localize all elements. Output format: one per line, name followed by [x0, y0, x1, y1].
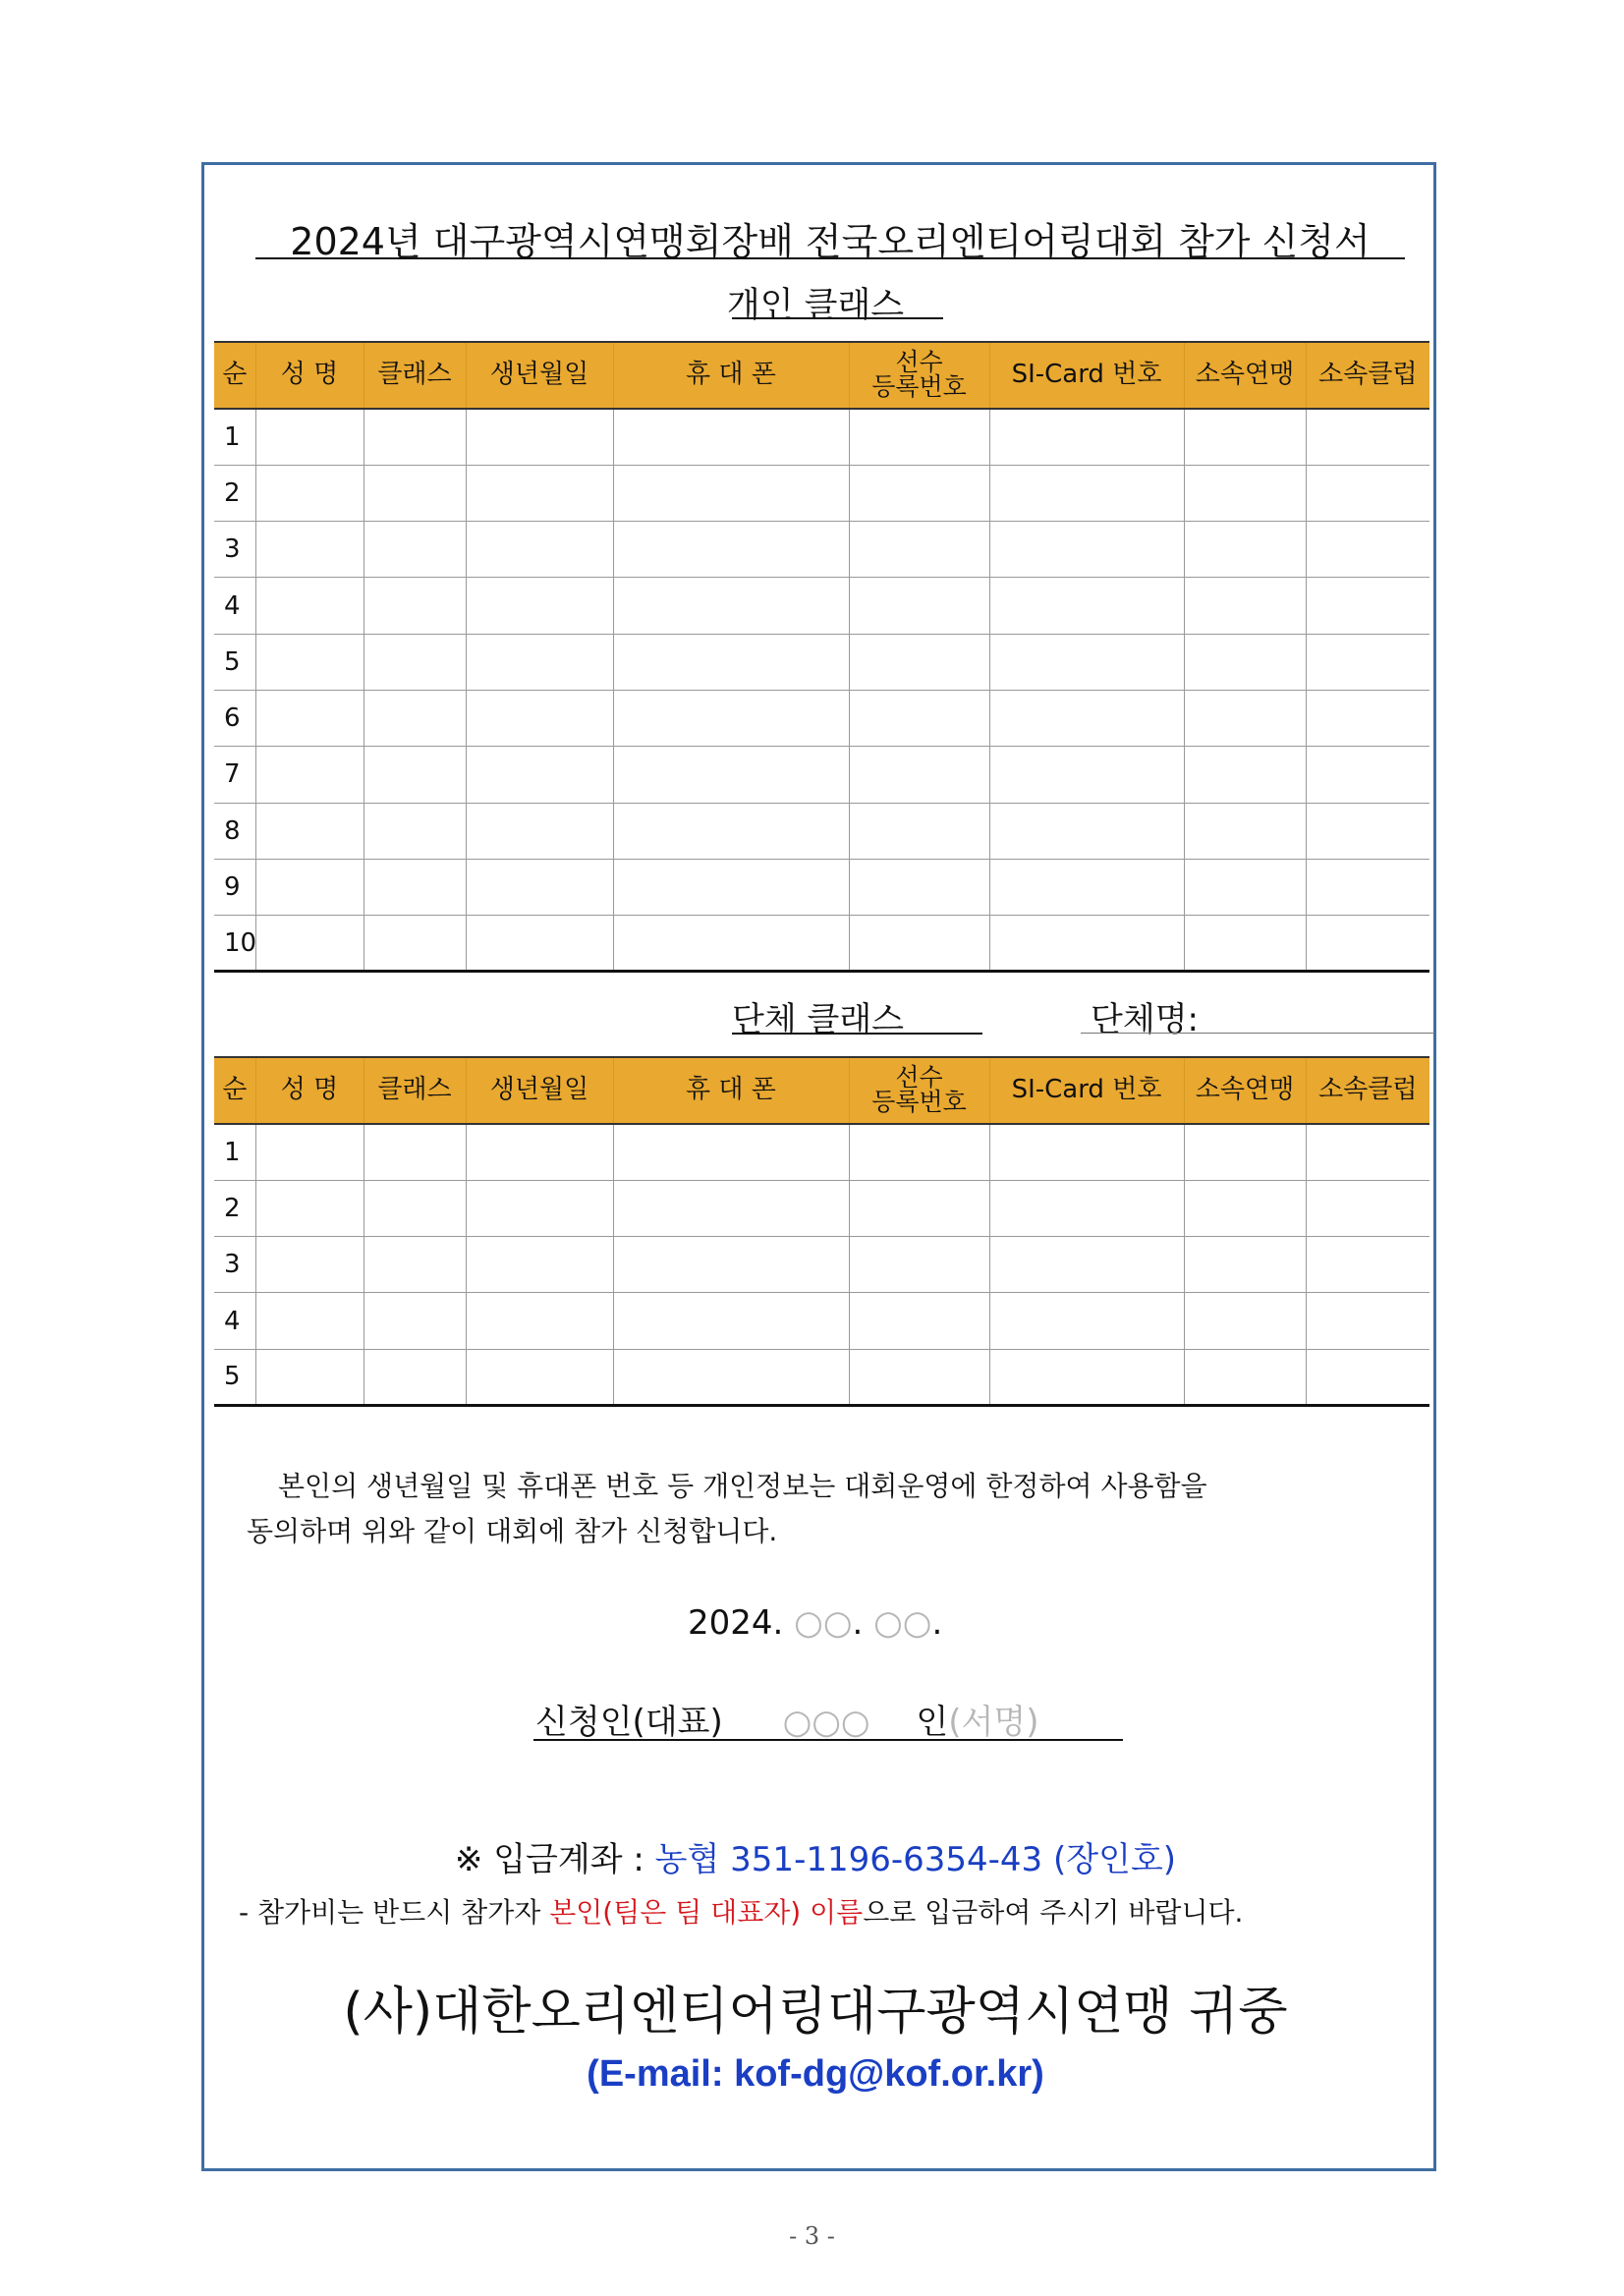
team-class-label: 단체 클래스: [732, 1000, 905, 1039]
payment-note: [239, 1891, 1418, 1931]
class-cell[interactable]: [364, 409, 466, 465]
class-cell[interactable]: [364, 916, 466, 972]
title-underline: [255, 257, 1405, 259]
federation-cell[interactable]: [1184, 803, 1306, 859]
birth-cell[interactable]: [466, 916, 613, 972]
birth-cell[interactable]: [466, 522, 613, 578]
sicard-cell[interactable]: [989, 690, 1184, 746]
federation-cell[interactable]: [1184, 859, 1306, 915]
club-cell[interactable]: [1306, 578, 1429, 634]
federation-cell[interactable]: [1184, 1349, 1306, 1405]
table-row: [214, 1349, 1429, 1405]
sicard-cell[interactable]: [989, 747, 1184, 803]
registration-cell[interactable]: [849, 859, 989, 915]
class-cell[interactable]: [364, 465, 466, 521]
table-row: [214, 409, 1429, 465]
row-number: 7: [214, 747, 255, 803]
form-title: 2024년 대구광역시연맹회장배 전국오리엔티어링대회 참가 신청서: [290, 220, 1371, 263]
row-number: 1: [214, 409, 255, 465]
team-class-underline: [732, 1033, 982, 1035]
club-cell[interactable]: [1306, 634, 1429, 690]
consent-line-2: 동의하며 위와 같이 대회에 참가 신청합니다.: [247, 1515, 778, 1547]
table-row: [214, 578, 1429, 634]
page-number: - 3 -: [789, 2222, 835, 2250]
date-day: ○○: [873, 1603, 932, 1643]
birth-cell[interactable]: [466, 1180, 613, 1236]
sicard-cell[interactable]: [989, 916, 1184, 972]
consent-line-1: 본인의 생년월일 및 휴대폰 번호 등 개인정보는 대회운영에 한정하여 사용함을: [278, 1470, 1207, 1502]
row-number: 4: [214, 578, 255, 634]
sicard-cell[interactable]: [989, 859, 1184, 915]
birth-cell[interactable]: [466, 1237, 613, 1293]
individual-entry-table: [214, 341, 1429, 973]
sicard-cell[interactable]: [989, 1349, 1184, 1405]
phone-cell[interactable]: [613, 1124, 849, 1180]
federation-cell[interactable]: [1184, 1124, 1306, 1180]
table-row: [214, 522, 1429, 578]
club-cell[interactable]: [1306, 522, 1429, 578]
registration-cell[interactable]: [849, 1124, 989, 1180]
birth-cell[interactable]: [466, 634, 613, 690]
federation-cell[interactable]: [1184, 690, 1306, 746]
federation-cell[interactable]: [1184, 634, 1306, 690]
col-header-reg-bottom: 등록번호: [871, 1087, 967, 1116]
team-entry-table: [214, 1056, 1429, 1407]
row-number: 10: [214, 916, 255, 972]
sicard-cell[interactable]: [989, 1124, 1184, 1180]
col-header-club: 소속클럽: [1306, 1057, 1429, 1124]
row-number: 5: [214, 1349, 255, 1405]
row-number: 2: [214, 1180, 255, 1236]
club-cell[interactable]: [1306, 803, 1429, 859]
registration-cell[interactable]: [849, 1349, 989, 1405]
team-table-body: [214, 1124, 1429, 1405]
name-cell[interactable]: [255, 1124, 364, 1180]
phone-cell[interactable]: [613, 409, 849, 465]
col-header-federation: 소속연맹: [1184, 342, 1306, 409]
class-cell[interactable]: [364, 803, 466, 859]
registration-cell[interactable]: [849, 465, 989, 521]
individual-class-underline: [732, 317, 943, 319]
individual-class-label: 개인 클래스: [726, 286, 905, 325]
class-cell[interactable]: [364, 1293, 466, 1349]
row-number: 8: [214, 803, 255, 859]
club-cell[interactable]: [1306, 916, 1429, 972]
name-cell[interactable]: [255, 747, 364, 803]
table-row: [214, 803, 1429, 859]
registration-cell[interactable]: [849, 522, 989, 578]
federation-cell[interactable]: [1184, 465, 1306, 521]
class-cell[interactable]: [364, 1124, 466, 1180]
col-header-no: 순: [214, 1057, 255, 1124]
club-cell[interactable]: [1306, 747, 1429, 803]
club-cell[interactable]: [1306, 1349, 1429, 1405]
birth-cell[interactable]: [466, 1293, 613, 1349]
table-header-row: [214, 1057, 1429, 1124]
phone-cell[interactable]: [613, 1237, 849, 1293]
class-cell[interactable]: [364, 634, 466, 690]
table-row: [214, 747, 1429, 803]
phone-cell[interactable]: [613, 1349, 849, 1405]
federation-cell[interactable]: [1184, 522, 1306, 578]
row-number: 1: [214, 1124, 255, 1180]
federation-cell[interactable]: [1184, 1180, 1306, 1236]
sicard-cell[interactable]: [989, 578, 1184, 634]
col-header-phone: 휴 대 폰: [613, 342, 849, 409]
table-row: [214, 634, 1429, 690]
team-name-label: 단체명:: [1091, 1000, 1199, 1039]
registration-cell[interactable]: [849, 634, 989, 690]
federation-cell[interactable]: [1184, 747, 1306, 803]
name-cell[interactable]: [255, 634, 364, 690]
row-number: 3: [214, 1237, 255, 1293]
individual-table-body: [214, 409, 1429, 972]
row-number: 2: [214, 465, 255, 521]
club-cell[interactable]: [1306, 1237, 1429, 1293]
name-cell[interactable]: [255, 465, 364, 521]
club-cell[interactable]: [1306, 1124, 1429, 1180]
row-number: 9: [214, 859, 255, 915]
phone-cell[interactable]: [613, 747, 849, 803]
name-cell[interactable]: [255, 578, 364, 634]
name-cell[interactable]: [255, 859, 364, 915]
registration-cell[interactable]: [849, 1180, 989, 1236]
col-header-birth: 생년월일: [466, 342, 613, 409]
sicard-cell[interactable]: [989, 465, 1184, 521]
table-row: [214, 859, 1429, 915]
class-cell[interactable]: [364, 1349, 466, 1405]
bank-account-line: [236, 1832, 1395, 1880]
sicard-cell[interactable]: [989, 1293, 1184, 1349]
table-row: [214, 1124, 1429, 1180]
birth-cell[interactable]: [466, 578, 613, 634]
name-cell[interactable]: [255, 1237, 364, 1293]
note-prefix: - 참가비는 반드시 참가자: [239, 1896, 550, 1929]
club-cell[interactable]: [1306, 1180, 1429, 1236]
account-label: ※ 입금계좌 :: [454, 1840, 644, 1879]
class-cell[interactable]: [364, 747, 466, 803]
team-name-field-line[interactable]: [1081, 1033, 1434, 1034]
name-cell[interactable]: [255, 1180, 364, 1236]
phone-cell[interactable]: [613, 1293, 849, 1349]
recipient-organization: (사)대한오리엔티어링대구광역시연맹 귀중: [343, 1983, 1288, 2042]
sicard-cell[interactable]: [989, 522, 1184, 578]
phone-cell[interactable]: [613, 690, 849, 746]
account-number: 농협 351-1196-6354-43 (장인호): [654, 1840, 1177, 1879]
sicard-cell[interactable]: [989, 634, 1184, 690]
registration-cell[interactable]: [849, 409, 989, 465]
birth-cell[interactable]: [466, 409, 613, 465]
signature-underline: [533, 1739, 1123, 1741]
class-cell[interactable]: [364, 690, 466, 746]
registration-cell[interactable]: [849, 803, 989, 859]
phone-cell[interactable]: [613, 634, 849, 690]
sicard-cell[interactable]: [989, 803, 1184, 859]
col-header-sicard: SI-Card 번호: [989, 1057, 1184, 1124]
sicard-cell[interactable]: [989, 1237, 1184, 1293]
club-cell[interactable]: [1306, 1293, 1429, 1349]
class-cell[interactable]: [364, 522, 466, 578]
phone-cell[interactable]: [613, 522, 849, 578]
date-end: .: [931, 1603, 943, 1643]
col-header-class: 클래스: [364, 1057, 466, 1124]
col-header-reg-top: 선수: [895, 347, 943, 376]
col-header-reg-top: 선수: [895, 1062, 943, 1092]
phone-cell[interactable]: [613, 859, 849, 915]
col-header-registration: [849, 1057, 989, 1124]
federation-cell[interactable]: [1184, 916, 1306, 972]
consent-text: [241, 1464, 1400, 1554]
sicard-cell[interactable]: [989, 1180, 1184, 1236]
col-header-name: 성 명: [255, 342, 364, 409]
date-month: ○○: [794, 1603, 853, 1643]
col-header-registration: [849, 342, 989, 409]
name-cell[interactable]: [255, 690, 364, 746]
birth-cell[interactable]: [466, 747, 613, 803]
birth-cell[interactable]: [466, 1124, 613, 1180]
class-cell[interactable]: [364, 1180, 466, 1236]
note-suffix: 으로 입금하여 주시기 바랍니다.: [863, 1896, 1244, 1929]
class-cell[interactable]: [364, 1237, 466, 1293]
registration-cell[interactable]: [849, 747, 989, 803]
birth-cell[interactable]: [466, 859, 613, 915]
name-cell[interactable]: [255, 409, 364, 465]
club-cell[interactable]: [1306, 859, 1429, 915]
federation-cell[interactable]: [1184, 578, 1306, 634]
federation-cell[interactable]: [1184, 1293, 1306, 1349]
sicard-cell[interactable]: [989, 409, 1184, 465]
table-row: [214, 1180, 1429, 1236]
col-header-class: 클래스: [364, 342, 466, 409]
birth-cell[interactable]: [466, 465, 613, 521]
col-header-reg-bottom: 등록번호: [871, 371, 967, 401]
class-cell[interactable]: [364, 859, 466, 915]
col-header-name: 성 명: [255, 1057, 364, 1124]
col-header-no: 순: [214, 342, 255, 409]
name-cell[interactable]: [255, 916, 364, 972]
phone-cell[interactable]: [613, 916, 849, 972]
col-header-sicard: SI-Card 번호: [989, 342, 1184, 409]
phone-cell[interactable]: [613, 1180, 849, 1236]
applicant-name-placeholder: ○○○: [782, 1703, 870, 1742]
row-number: 5: [214, 634, 255, 690]
row-number: 3: [214, 522, 255, 578]
date-year: 2024.: [688, 1603, 784, 1643]
signature-row: [535, 1695, 1125, 1743]
class-cell[interactable]: [364, 578, 466, 634]
registration-cell[interactable]: [849, 578, 989, 634]
club-cell[interactable]: [1306, 465, 1429, 521]
application-date: [688, 1603, 942, 1643]
registration-cell[interactable]: [849, 690, 989, 746]
federation-cell[interactable]: [1184, 1237, 1306, 1293]
table-row: [214, 465, 1429, 521]
phone-cell[interactable]: [613, 465, 849, 521]
birth-cell[interactable]: [466, 1349, 613, 1405]
table-row: [214, 916, 1429, 972]
name-cell[interactable]: [255, 803, 364, 859]
col-header-federation: 소속연맹: [1184, 1057, 1306, 1124]
table-row: [214, 690, 1429, 746]
seal-label: 인: [916, 1703, 949, 1742]
col-header-phone: 휴 대 폰: [613, 1057, 849, 1124]
row-number: 6: [214, 690, 255, 746]
date-sep: .: [852, 1603, 864, 1643]
federation-cell[interactable]: [1184, 409, 1306, 465]
col-header-birth: 생년월일: [466, 1057, 613, 1124]
name-cell[interactable]: [255, 522, 364, 578]
table-row: [214, 1237, 1429, 1293]
applicant-label: 신청인(대표): [535, 1703, 723, 1742]
table-row: [214, 1293, 1429, 1349]
note-highlight: 본인(팀은 팀 대표자) 이름: [549, 1896, 864, 1929]
name-cell[interactable]: [255, 1293, 364, 1349]
club-cell[interactable]: [1306, 409, 1429, 465]
birth-cell[interactable]: [466, 690, 613, 746]
recipient-email: (E-mail: kof-dg@kof.or.kr): [587, 2053, 1044, 2095]
club-cell[interactable]: [1306, 690, 1429, 746]
phone-cell[interactable]: [613, 803, 849, 859]
name-cell[interactable]: [255, 1349, 364, 1405]
row-number: 4: [214, 1293, 255, 1349]
registration-cell[interactable]: [849, 1237, 989, 1293]
birth-cell[interactable]: [466, 803, 613, 859]
registration-cell[interactable]: [849, 916, 989, 972]
sign-hint: (서명): [948, 1703, 1039, 1742]
col-header-club: 소속클럽: [1306, 342, 1429, 409]
registration-cell[interactable]: [849, 1293, 989, 1349]
table-header-row: [214, 342, 1429, 409]
phone-cell[interactable]: [613, 578, 849, 634]
